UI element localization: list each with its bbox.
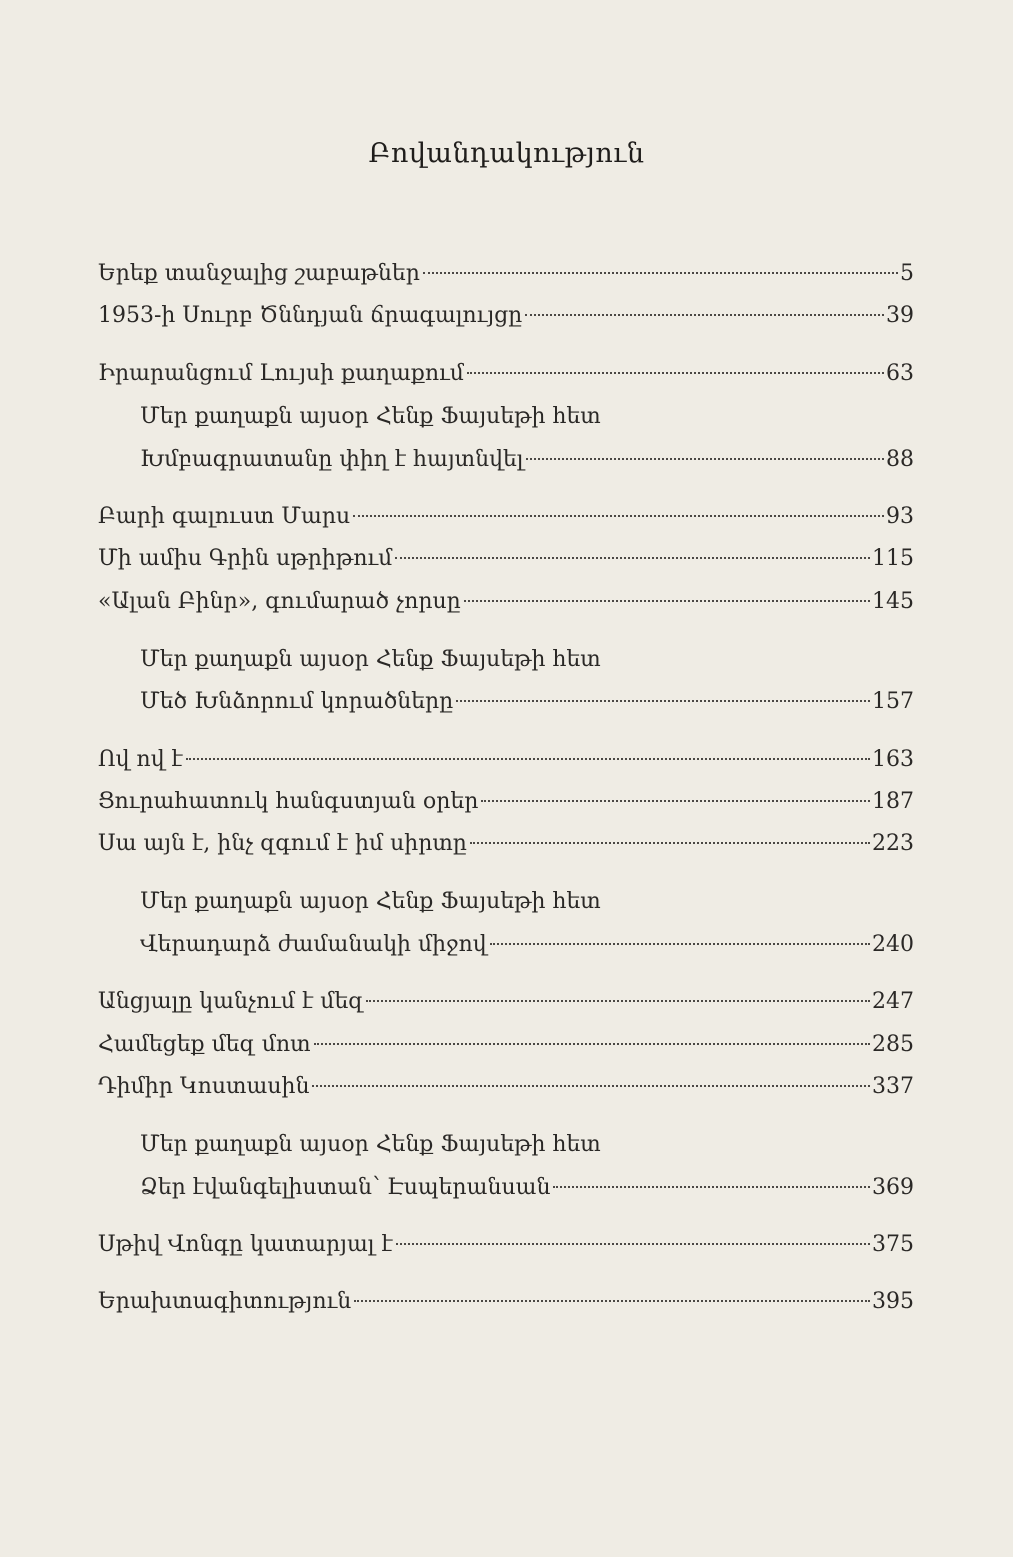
dot-leader — [395, 557, 870, 559]
toc-page-number: 337 — [872, 1074, 914, 1099]
toc-column-subheading: Մեր քաղաքն այսօր Հենք Ֆայսեթի հետ — [140, 1132, 601, 1157]
toc-page-number: 63 — [886, 361, 914, 386]
toc-entry — [98, 1069, 914, 1105]
toc-entry-title: Սա այն է, ինչ զգում է իմ սիրտը — [98, 831, 467, 856]
toc-column-subheading: Մեր քաղաքն այսօր Հենք Ֆայսեթի հետ — [140, 889, 601, 914]
toc-page-number: 187 — [872, 789, 914, 814]
toc-entry — [98, 1284, 914, 1320]
toc-page-number: 145 — [872, 589, 914, 614]
toc-entry-title: Բարի գալուստ Մարս — [98, 504, 351, 529]
toc-entry-title: Մեծ Խնձորում կորածները — [140, 689, 454, 714]
toc-entry-title: Ցուրահատուկ հանգստյան օրեր — [98, 789, 479, 814]
dot-leader — [353, 515, 884, 517]
toc-entry-title: «Ալան Բինր», գումարած չորսը — [98, 589, 461, 614]
toc-entry — [140, 684, 914, 720]
toc-entry-title: Համեցեք մեզ մոտ — [98, 1032, 311, 1057]
toc-entry-title: Երախտագիտություն — [98, 1289, 352, 1314]
toc-entry — [98, 499, 914, 535]
toc-page-number: 247 — [872, 989, 914, 1014]
toc-entry — [98, 826, 914, 862]
toc-entry — [98, 541, 914, 577]
toc-column-subheading: Մեր քաղաքն այսօր Հենք Ֆայսեթի հետ — [140, 404, 601, 429]
toc-entry-title: Անցյալը կանչում է մեզ — [98, 989, 364, 1014]
dot-leader — [490, 943, 870, 945]
toc-page-number: 115 — [872, 546, 914, 571]
dot-leader — [481, 800, 870, 802]
toc-entry-title: Ձեր էվանգելիստան՝ Էսպերանսան — [140, 1175, 551, 1200]
toc-entry-title: Մի ամիս Գրին սթրիթում — [98, 546, 393, 571]
toc-entry — [98, 742, 914, 778]
toc-entry-title: Երեք տանջալից շաբաթներ — [98, 261, 420, 286]
page-title: Բովանդակություն — [368, 138, 645, 169]
toc-page-number: 375 — [872, 1232, 914, 1257]
toc-page-number: 88 — [886, 447, 914, 472]
toc-entry-title: Սթիվ Վոնգը կատարյալ է — [98, 1232, 393, 1257]
toc-entry-title: Ով ով է — [98, 747, 183, 772]
toc-entry-title: Խմբագրատանը փիղ է հայտնվել — [140, 447, 524, 472]
toc-entry-title: Իրարանցում Լույսի քաղաքում — [98, 361, 464, 386]
toc-entry — [140, 927, 914, 963]
dot-leader — [396, 1243, 870, 1245]
table-of-contents — [98, 0, 914, 1557]
toc-entry — [140, 1170, 914, 1206]
dot-leader — [314, 1043, 870, 1045]
toc-page-number: 39 — [886, 303, 914, 328]
toc-entry-title: Դիմիր Կոստասին — [98, 1074, 310, 1099]
toc-page-number: 395 — [872, 1289, 914, 1314]
dot-leader — [525, 314, 884, 316]
toc-entry — [98, 1227, 914, 1263]
toc-page-number: 157 — [872, 689, 914, 714]
dot-leader — [366, 1000, 870, 1002]
dot-leader — [354, 1300, 870, 1302]
toc-entry — [98, 584, 914, 620]
toc-page-number: 285 — [872, 1032, 914, 1057]
dot-leader — [186, 758, 870, 760]
toc-entry — [98, 784, 914, 820]
dot-leader — [464, 600, 870, 602]
toc-page-number: 369 — [872, 1175, 914, 1200]
toc-entry — [98, 356, 914, 392]
toc-entry — [98, 1027, 914, 1063]
dot-leader — [553, 1186, 870, 1188]
toc-page-number: 240 — [872, 932, 914, 957]
dot-leader — [526, 458, 884, 460]
toc-page-number: 163 — [872, 747, 914, 772]
toc-entry — [98, 256, 914, 292]
toc-page-number: 5 — [900, 261, 914, 286]
dot-leader — [312, 1085, 870, 1087]
dot-leader — [423, 272, 898, 274]
toc-entry — [98, 984, 914, 1020]
toc-page-number: 93 — [886, 504, 914, 529]
dot-leader — [467, 372, 884, 374]
toc-page-number: 223 — [872, 831, 914, 856]
toc-entry — [140, 442, 914, 478]
dot-leader — [470, 842, 870, 844]
toc-entry-title: 1953-ի Սուրբ Ծննդյան ճրագալույցը — [98, 303, 523, 328]
toc-entry-title: Վերադարձ ժամանակի միջով — [140, 932, 487, 957]
dot-leader — [456, 700, 870, 702]
toc-entry — [98, 298, 914, 334]
toc-column-subheading: Մեր քաղաքն այսօր Հենք Ֆայսեթի հետ — [140, 647, 601, 672]
